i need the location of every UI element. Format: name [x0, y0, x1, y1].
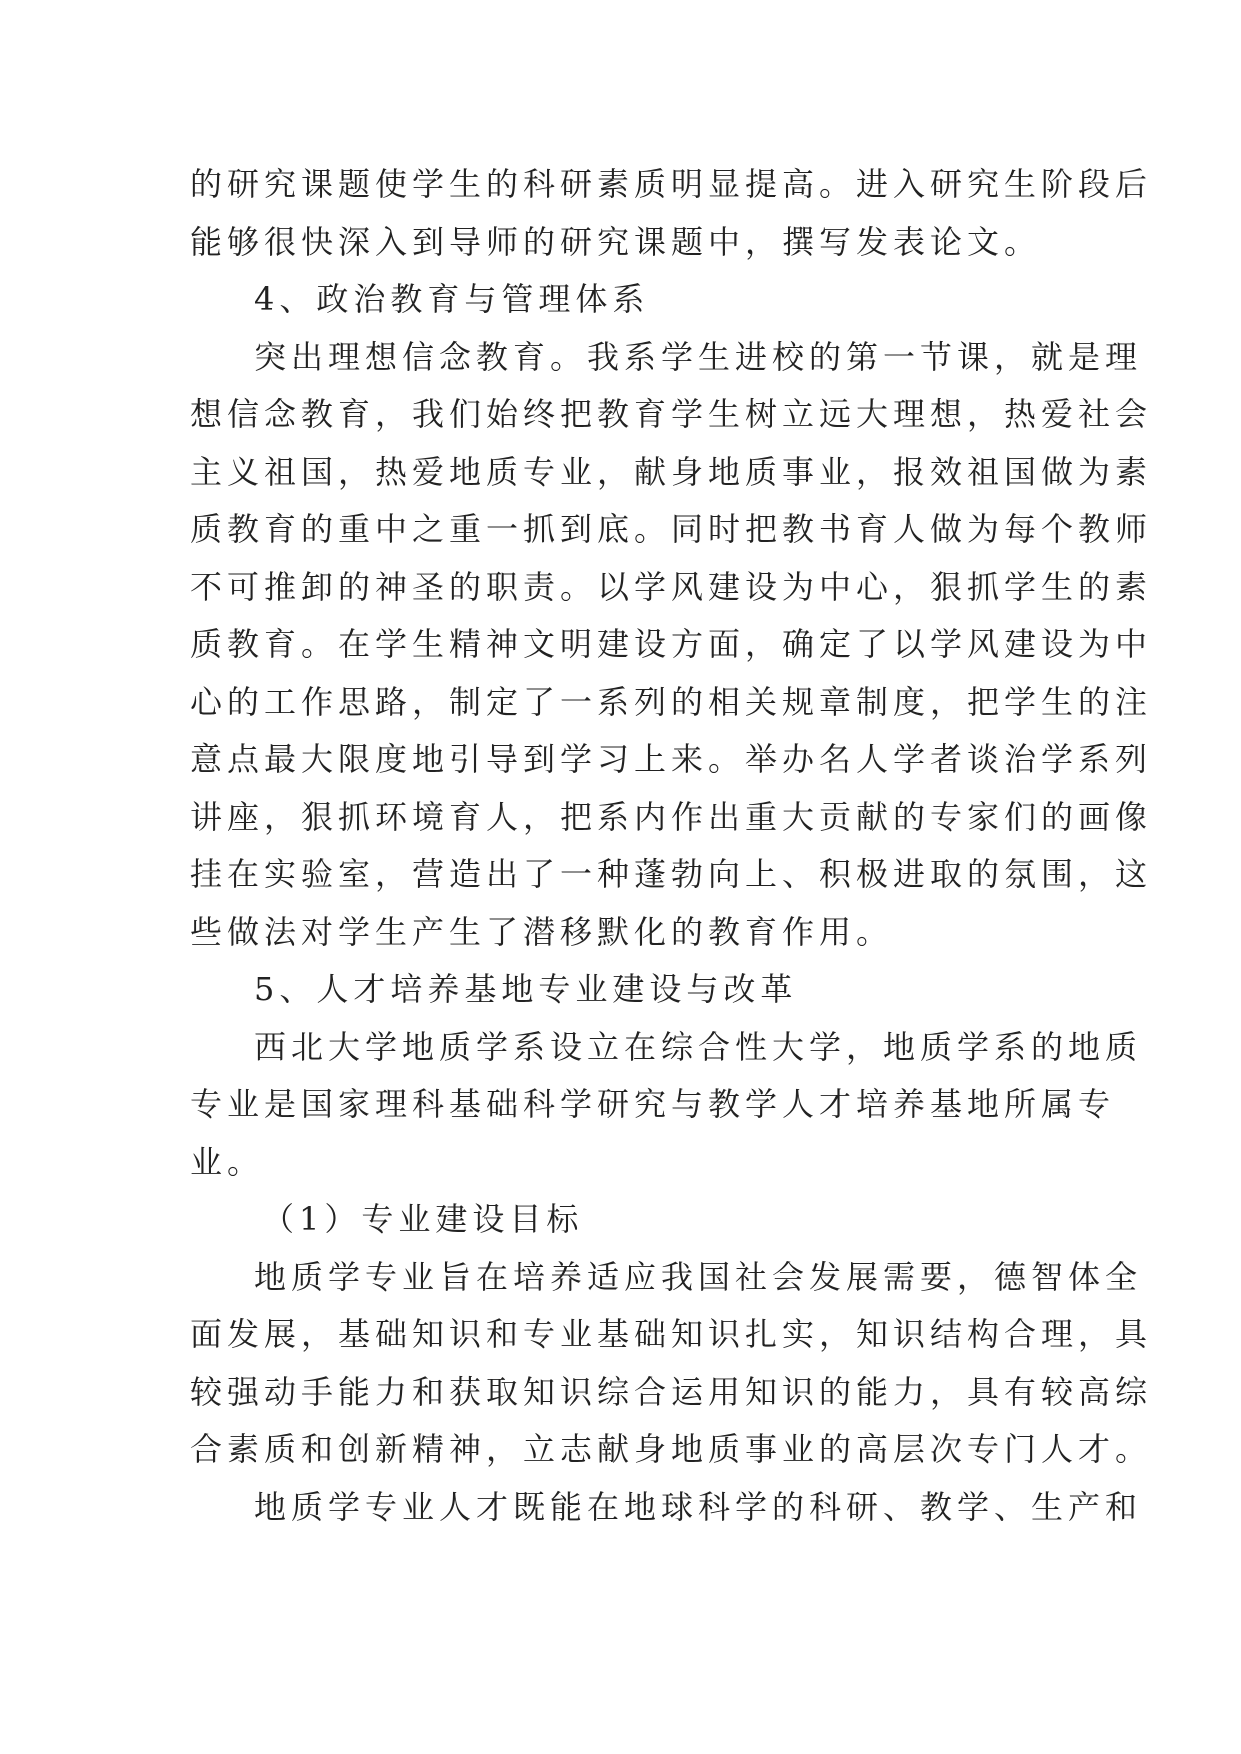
text-line: 专业是国家理科基础科学研究与教学人才培养基地所属专 [190, 1085, 1116, 1123]
text-line: 能够很快深入到导师的研究课题中，撰写发表论文。 [190, 222, 1042, 261]
text-line: 地质学专业人才既能在地球科学的科研、教学、生产和 [254, 1487, 1143, 1526]
section-heading: 5、人才培养基地专业建设与改革 [254, 970, 798, 1008]
text-line: 讲座，狠抓环境育人，把系内作出重大贡献的专家们的画像 [190, 797, 1153, 836]
document-body [190, 156, 1153, 1536]
text-line: 西北大学地质学系设立在综合性大学，地质学系的地质 [254, 1027, 1143, 1066]
subsection-heading: （1）专业建设目标 [262, 1200, 584, 1238]
text-line: 不可推卸的神圣的职责。以学风建设为中心，狠抓学生的素 [190, 567, 1153, 606]
text-line: 较强动手能力和获取知识综合运用知识的能力，具有较高综 [190, 1372, 1153, 1411]
text-line: 突出理想信念教育。我系学生进校的第一节课，就是理 [254, 337, 1143, 376]
text-line: 的研究课题使学生的科研素质明显提高。进入研究生阶段后 [190, 165, 1153, 203]
text-line: 业。 [190, 1142, 265, 1181]
text-line: 挂在实验室，营造出了一种蓬勃向上、积极进取的氛围，这 [190, 855, 1153, 893]
section-heading: 4、政治教育与管理体系 [254, 280, 650, 318]
text-line: 意点最大限度地引导到学习上来。举办名人学者谈治学系列 [190, 740, 1153, 778]
text-line: 质教育的重中之重一抓到底。同时把教书育人做为每个教师 [190, 510, 1153, 548]
text-line: 地质学专业旨在培养适应我国社会发展需要，德智体全 [254, 1257, 1143, 1296]
text-line: 想信念教育，我们始终把教育学生树立远大理想，热爱社会 [190, 395, 1153, 433]
text-line: 心的工作思路，制定了一系列的相关规章制度，把学生的注 [190, 682, 1153, 721]
text-line: 面发展，基础知识和专业基础知识扎实，知识结构合理，具 [190, 1315, 1153, 1353]
text-line: 主义祖国，热爱地质专业，献身地质事业，报效祖国做为素 [190, 452, 1153, 491]
text-line: 质教育。在学生精神文明建设方面，确定了以学风建设为中 [190, 625, 1153, 663]
text-line: 些做法对学生产生了潜移默化的教育作用。 [190, 912, 894, 951]
text-line: 合素质和创新精神，立志献身地质事业的高层次专门人才。 [190, 1430, 1153, 1468]
